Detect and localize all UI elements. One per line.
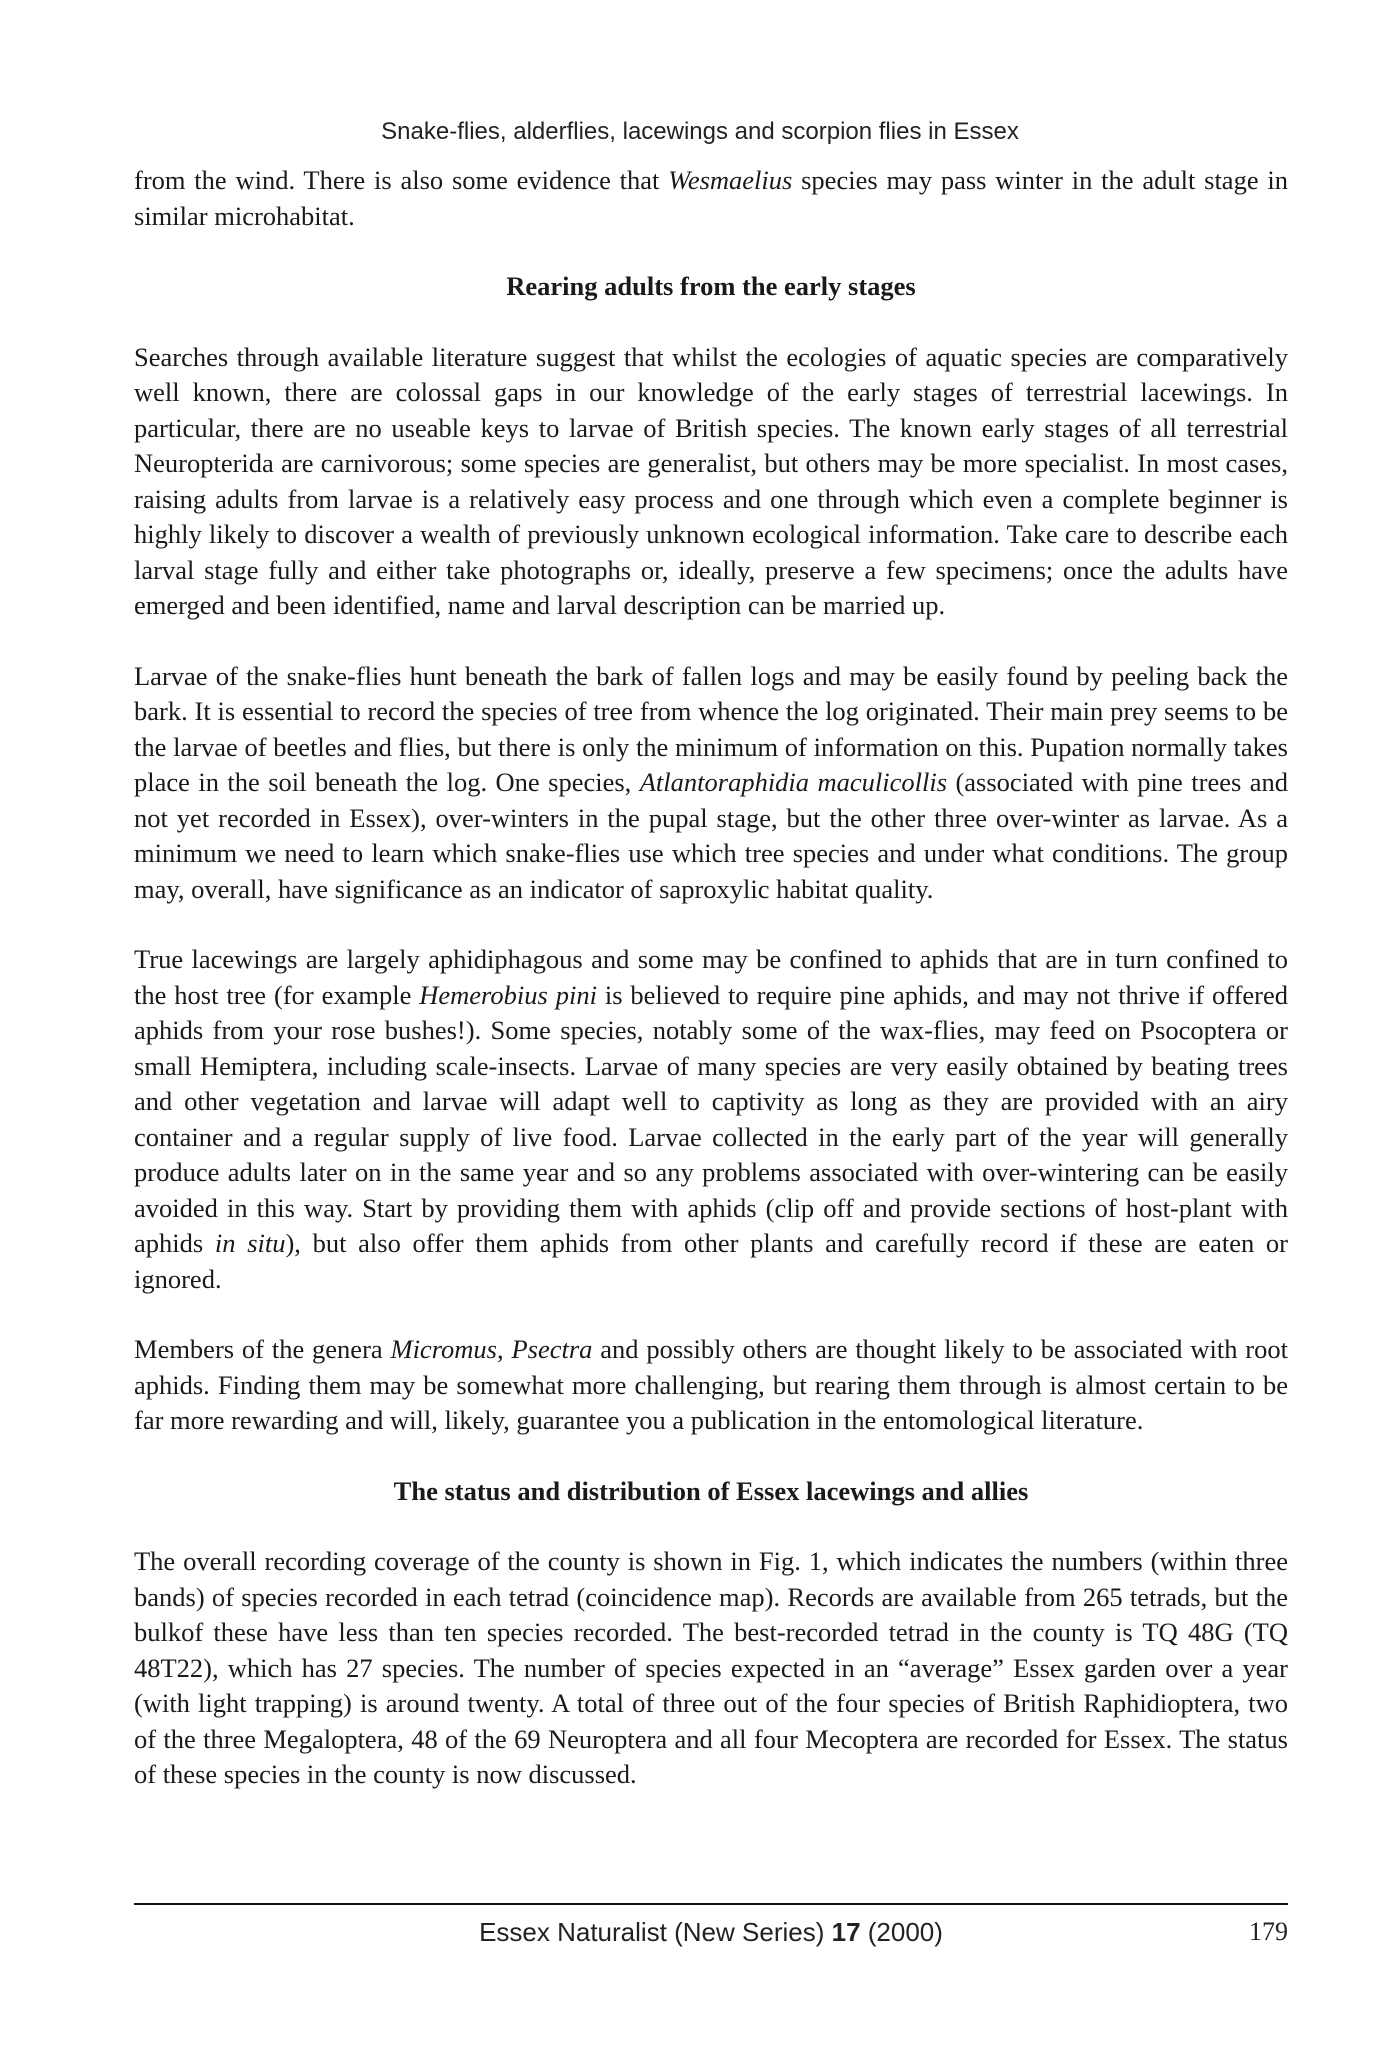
journal-name: Essex Naturalist (New Series) <box>479 1917 832 1947</box>
running-head: Snake-flies, alderflies, lacewings and scorpion flies in Essex <box>381 118 1019 145</box>
paragraph-literature: Searches through available literature suggest that whilst the ecologies of aquatic species are comparatively well known, there are colossal gaps in our knowledge of the early stages of terrestrial lacewings. In particular, there are no useable keys to larvae of British species. The known early stages of all terrestrial Neuropterida are carnivorous; some species are generalist, but others may be more specialist. In most cases, raising adults from larvae is a relatively easy process and one through which even a complete beginner is highly likely to discover a wealth of previously unknown ecological information. Take care to describe each larval stage fully and either take photographs or, ideally, preserve a few specimens; once the adults have emerged and been identified, name and larval description can be married up. <box>134 341 1288 620</box>
italic-taxon: Micromus <box>390 1334 497 1364</box>
italic-phrase: in situ <box>214 1228 286 1258</box>
text-run: Larvae of the snake-flies hunt beneath the bark of fallen logs and may be easily found by peeling back the bark. It is essential to record the species of tree from whence the log originated. Their main prey seems to be the larvae of beetles and flies, but there is only the minimum of information on this. Pupation normally takes place in the soil beneath the log. One species, <box>134 660 1288 797</box>
text-run: species may pass winter in the adult stage in similar microhabitat. <box>134 165 1288 231</box>
text-run: Members of the genera <box>134 1334 391 1364</box>
text-run: from the wind. There is also some evidence that <box>134 165 669 195</box>
italic-taxon: Atlantoraphidia maculicollis <box>639 767 948 797</box>
body-text <box>134 163 1288 1793</box>
text-run: is believed to require pine aphids, and may not thrive if offered aphids from your rose bushes!). Some species, notably some of the wax-flies, may feed on Psocoptera or small Hemiptera, including scale-insects. Larvae of many species are very easily obtained by beating trees and other vegetation and larvae will adapt well to captivity as long as they are provided with an airy container and a regular supply of live food. Larvae collected in the early part of the year will generally produce adults later on in the same year and so any problems associated with over-wintering can be easily avoided in this way. Start by providing them with aphids (clip off and provide sections of host-plant with aphids <box>134 979 1289 1258</box>
paragraph-snake-flies <box>134 659 1288 908</box>
italic-taxon: Wesmaelius <box>668 165 793 195</box>
text-run: True lacewings are largely aphidiphagous and some may be confined to aphids that are in turn confined to the host tree (for example <box>134 944 1288 1010</box>
paragraph-root-aphids <box>134 1332 1288 1439</box>
volume-number: 17 <box>831 1917 861 1947</box>
paragraph-true-lacewings <box>134 942 1288 1297</box>
page-footer <box>134 1917 1288 1957</box>
intro-paragraph <box>134 163 1288 234</box>
text-run: (associated with pine trees and not yet recorded in Essex), over-winters in the pupal stage, but the other three over-winter as larvae. As a minimum we need to learn which snake-flies use which tree species and under what conditions. The group may, overall, have significance as an indicator of saproxylic habitat quality. <box>134 767 1288 904</box>
journal-citation <box>134 1917 1288 1948</box>
section-heading-status: The status and distribution of Essex lacewings and allies <box>393 1475 1029 1506</box>
footer-rule <box>134 1903 1288 1905</box>
italic-taxon: Hemerobius pini <box>419 979 597 1010</box>
text-run: ), but also offer them aphids from other plants and carefully record if these are eaten or ignored. <box>134 1228 1289 1294</box>
text-run: and possibly others are thought likely to be associated with root aphids. Finding them may be somewhat more challenging, but rearing them through is almost certain to be far more rewarding and will, likely, guarantee you a publication in the entomological literature. <box>134 1334 1288 1435</box>
journal-year: (2000) <box>860 1917 943 1947</box>
section-heading-rearing: Rearing adults from the early stages <box>506 271 916 301</box>
page-number: 179 <box>1249 1917 1288 1946</box>
paragraph-coverage: The overall recording coverage of the county is shown in Fig. 1, which indicates the numbers (within three bands) of species recorded in each tetrad (coincidence map). Records are available from 265 tetrads, but the bulkof these have less than ten species recorded. The best-recorded tetrad in the county is TQ 48G (TQ 48T22), which has 27 species. The number of species expected in an “average” Essex garden over a year (with light trapping) is around twenty. A total of three out of the four species of British Raphidioptera, two of the three Megaloptera, 48 of the 69 Neuroptera and all four Mecoptera are recorded for Essex. The status of these species in the county is now discussed. <box>134 1546 1288 1789</box>
text-run: , <box>496 1334 512 1364</box>
italic-taxon: Psectra <box>511 1334 593 1364</box>
